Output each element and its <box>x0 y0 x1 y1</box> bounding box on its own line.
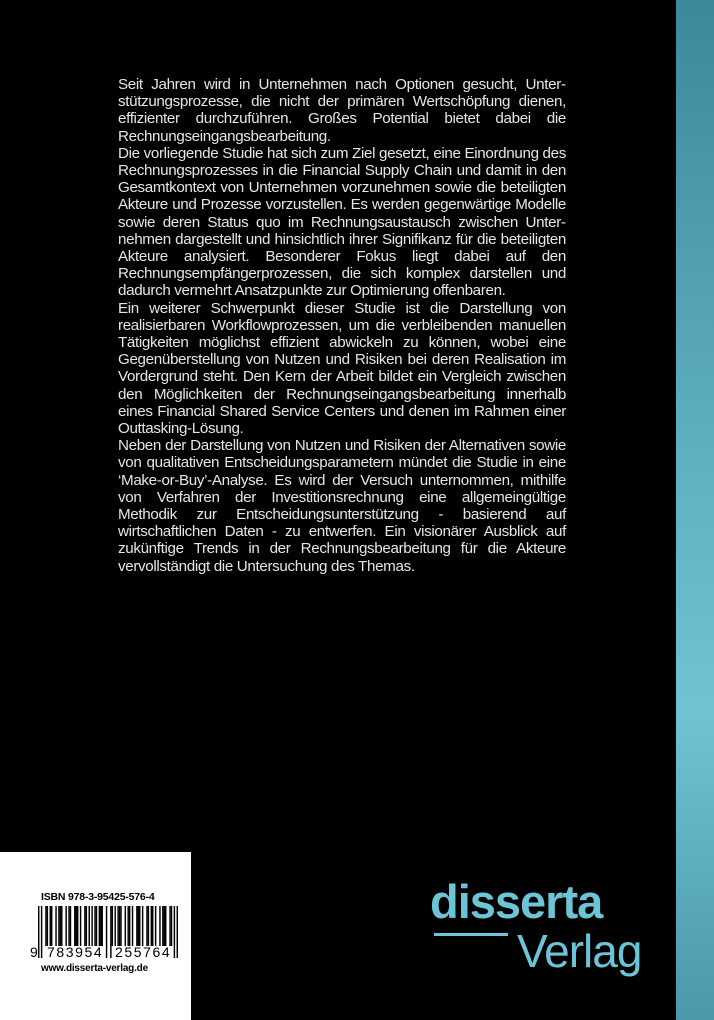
barcode-bar <box>136 906 137 946</box>
barcode-bar <box>142 906 143 946</box>
barcode-bar <box>139 906 140 946</box>
barcode-bar <box>74 906 75 946</box>
barcode-bar <box>45 906 46 946</box>
publisher-logo-verlag: Verlag <box>517 925 642 977</box>
barcode-bar <box>65 906 66 946</box>
barcode-digits-right: 255764 <box>115 944 172 960</box>
barcode-bar <box>152 906 153 946</box>
barcode-bar <box>99 906 100 946</box>
barcode-bar <box>151 906 152 946</box>
barcode-bar <box>47 906 48 946</box>
barcode-bar <box>146 906 147 946</box>
barcode-bar <box>77 906 78 946</box>
spine-edge <box>676 0 714 1020</box>
blurb-paragraph-2: Die vorliegende Studie hat sich zum Ziel gesetzt, eine Einordnung des Rechnungsprozesses in die Financial Supply Chain und damit in den Gesamtkontext von Unternehmen vorzunehmen sowie die beteiligten Akteure und Prozesse vorzustellen. Es werden gegenwärtige Modelle sowie deren Status quo im Rechnungsaustausch zwischen Unternehmen dargestellt und hinsichtlich ihrer Signifikanz für die beteiligten Akteure analysiert. Besonderer Fokus liegt dabei auf den Rechnungsempfängerprozessen, die sich komplex darstellen und dadurch vermehrt Ansatzpunkte zur Optimierung offenbaren. <box>118 144 566 300</box>
barcode-bar <box>51 906 52 946</box>
barcode-bar <box>138 906 139 946</box>
barcode-bar <box>112 906 113 946</box>
barcode-bar <box>91 906 92 946</box>
publisher-logo-disserta: disserta <box>430 875 603 928</box>
barcode-bar <box>94 906 95 946</box>
barcode-bar <box>148 906 149 946</box>
barcode-bar <box>55 906 56 946</box>
barcode-digit-lead: 9 <box>30 944 38 960</box>
barcode-digits-left: 783954 <box>47 944 104 960</box>
isbn-label: ISBN 978-3-95425-576-4 <box>41 891 155 903</box>
barcode-bar <box>50 906 51 946</box>
barcode-bar <box>58 906 59 946</box>
barcode-bar <box>60 906 61 946</box>
barcode-bar <box>165 906 166 946</box>
barcode-bar <box>114 906 115 946</box>
barcode-bar <box>80 906 81 946</box>
barcode-bar <box>169 906 170 946</box>
barcode-bar <box>164 906 165 946</box>
barcode-bar <box>159 906 160 946</box>
barcode-bar <box>125 906 126 946</box>
barcode-bar <box>129 906 130 946</box>
barcode-bar <box>132 906 133 946</box>
barcode-bar <box>162 906 163 946</box>
barcode-bar <box>61 906 62 946</box>
barcode-bar <box>76 906 77 946</box>
barcode-digits <box>30 944 180 960</box>
barcode-bar <box>119 906 120 946</box>
barcode-bar <box>120 906 121 946</box>
barcode-bar <box>155 906 156 946</box>
barcode-bar <box>127 906 128 946</box>
barcode-bar <box>86 906 87 946</box>
barcode-bar <box>102 906 103 946</box>
blurb-paragraph-1: Seit Jahren wird in Unternehmen nach Optionen gesucht, Unterstützungsprozesse, die nicht der primären Wertschöpfung dienen, effizienter durchzuführen. Großes Potential bietet dabei die Rechnungseingangsbearbeitung. <box>118 76 566 145</box>
barcode-bar <box>70 906 71 946</box>
barcode-bar <box>96 906 97 946</box>
back-cover-blurb <box>118 76 566 575</box>
blurb-paragraph-3: Ein weiterer Schwerpunkt dieser Studie ist die Darstellung von realisierbaren Workflowprozessen, um die verbleibenden manuellen Tätigkeiten möglichst effizient abwickeln zu können, wobei eine Gegenüberstellung von Nutzen und Risiken bei deren Realisation im Vordergrund steht. Den Kern der Arbeit bildet ein Vergleich zwischen den Möglichkeiten der Rechnungseingangsbearbeitung innerhalb eines Financial Shared Service Centers und denen im Rahmen einer Outtasking-Lösung. <box>118 299 566 438</box>
publisher-url: www.disserta-verlag.de <box>41 963 148 974</box>
publisher-logo-rule <box>434 933 508 936</box>
blurb-paragraph-4: Neben der Darstellung von Nutzen und Risiken der Alternativen sowie von qualitativen Entscheidungsparametern mündet die Studie in eine ‘Make-or-Buy’-Analyse. Es wird der Versuch unternommen, mithilfe von Verfahren der Investitionsrechnung eine allgemeingültige Methodik zur Entscheidungsunterstützung - basierend auf wirtschaftlichen Daten - zu entwerfen. Ein visionärer Ausblick auf zukünftige Trends in der Rechnungsbearbeitung für die Akteure vervollständigt die Untersuchung des Themas. <box>118 437 566 575</box>
barcode-bar <box>171 906 172 946</box>
barcode-bar <box>84 906 85 946</box>
barcode-bar <box>68 906 69 946</box>
barcode-bar <box>117 906 118 946</box>
barcode-bar <box>89 906 90 946</box>
barcode-bar <box>100 906 101 946</box>
